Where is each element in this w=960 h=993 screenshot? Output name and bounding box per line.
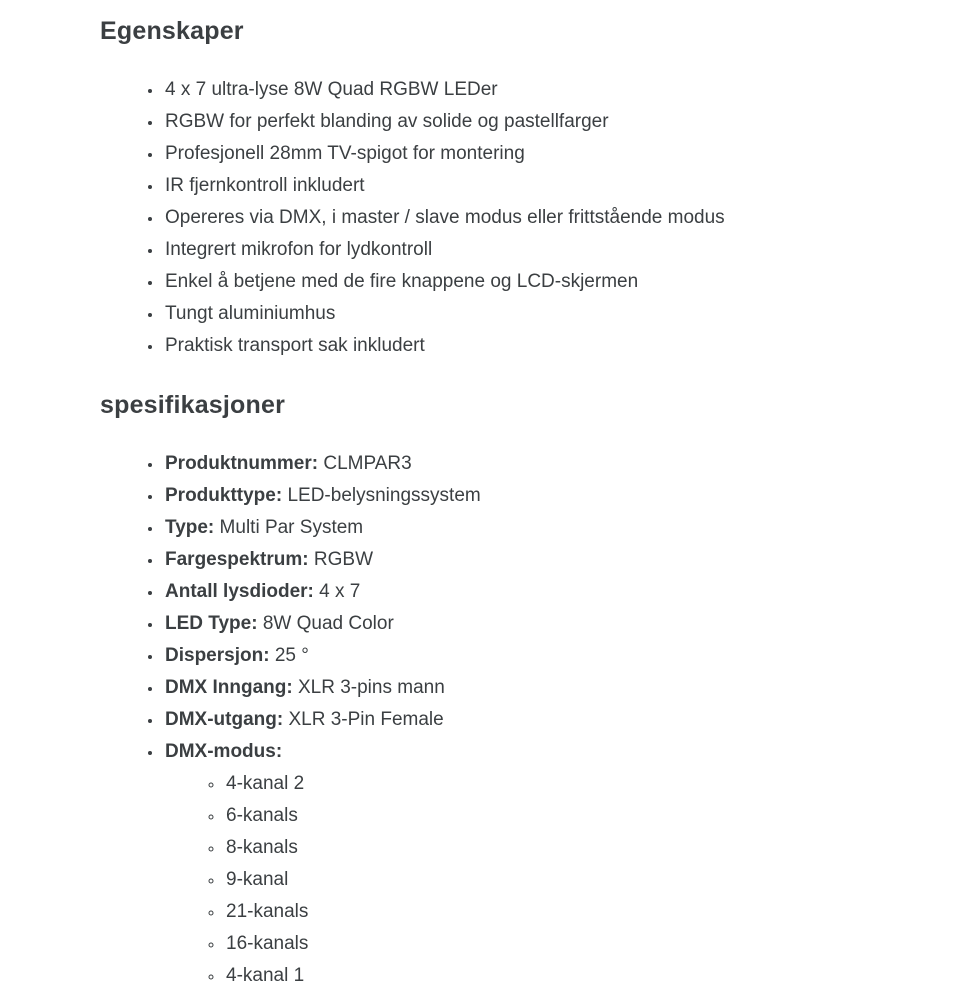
feature-item: • 4 x 7 ultra-lyse 8W Quad RGBW LEDer [163,74,920,106]
spec-label: LED Type: [165,613,258,634]
spec-item [163,544,920,576]
feature-item: • Profesjonell 28mm TV-spigot for montering [163,138,920,170]
dmx-mode-item: ◦ 16-kanals [224,928,920,960]
spec-value: RGBW [313,549,373,570]
dmx-modes-list [165,768,920,992]
feature-item: • Integrert mikrofon for lydkontroll [163,234,920,266]
spec-value: 4 x 7 [319,581,361,602]
feature-item: • RGBW for perfekt blanding av solide og pastellfarger [163,106,920,138]
spec-item [163,576,920,608]
spec-item [163,608,920,640]
spec-value: 25 ° [274,645,309,666]
spec-item [163,640,920,672]
feature-item: • Praktisk transport sak inkludert [163,330,920,362]
spec-label: Produkttype: [165,485,283,506]
spec-item [163,672,920,704]
dmx-mode-item: ◦ 4-kanal 1 [224,960,920,992]
specifications-list [100,448,920,992]
spec-item [163,512,920,544]
spec-value: XLR 3-Pin Female [288,709,444,730]
dmx-mode-item: ◦ 9-kanal [224,864,920,896]
spec-value: CLMPAR3 [323,453,412,474]
spec-label: DMX-utgang: [165,709,284,730]
specifications-heading: spesifikasjoner [100,391,286,419]
spec-item [163,480,920,512]
feature-item: • Opereres via DMX, i master / slave modus eller frittstående modus [163,202,920,234]
spec-item-dmx-modus [163,736,920,992]
spec-label: Dispersjon: [165,645,270,666]
feature-item: • Tungt aluminiumhus [163,298,920,330]
dmx-mode-item: ◦ 8-kanals [224,832,920,864]
spec-label: Type: [165,517,215,538]
feature-item: • Enkel å betjene med de fire knappene og LCD-skjermen [163,266,920,298]
spec-label: Fargespektrum: [165,549,309,570]
spec-item [163,448,920,480]
feature-item: • IR fjernkontroll inkludert [163,170,920,202]
spec-value: LED-belysningssystem [287,485,481,506]
dmx-mode-item: ◦ 4-kanal 2 [224,768,920,800]
spec-label: Produktnummer: [165,453,319,474]
dmx-mode-item: ◦ 6-kanals [224,800,920,832]
spec-label: DMX Inngang: [165,677,293,698]
features-heading: Egenskaper [100,17,244,45]
spec-label: DMX-modus: [165,741,283,762]
dmx-mode-item: ◦ 21-kanals [224,896,920,928]
spec-item [163,704,920,736]
features-list [100,74,920,362]
spec-value: XLR 3-pins mann [297,677,445,698]
spec-label: Antall lysdioder: [165,581,314,602]
spec-value: 8W Quad Color [262,613,394,634]
spec-value: Multi Par System [219,517,364,538]
